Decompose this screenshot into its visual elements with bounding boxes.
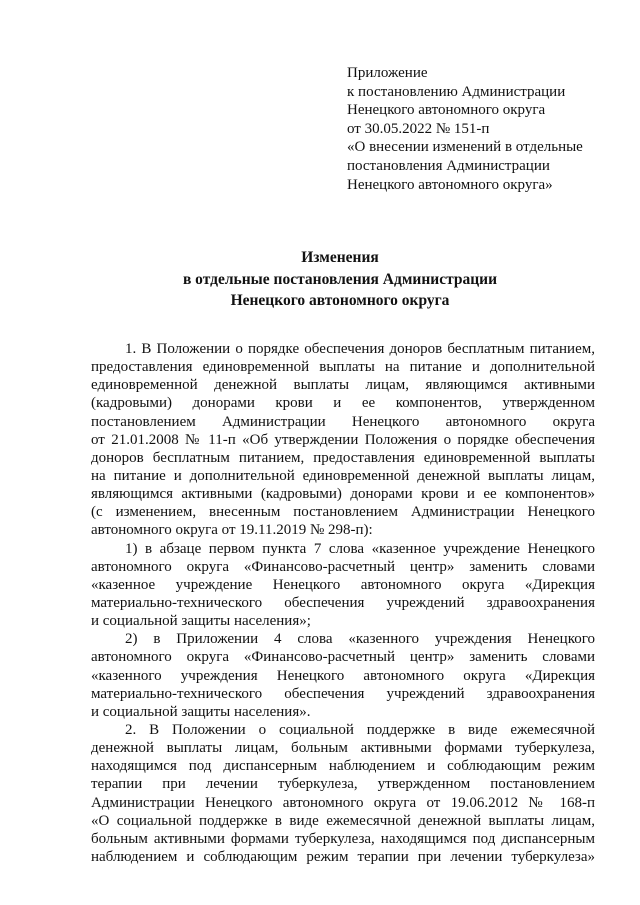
- paragraph-2-line: денежной выплаты лицам, больным активными формами туберкулеза,: [91, 740, 595, 757]
- subpoint-2-line: автономного округа «Финансово-расчетный центр» заменить словами: [91, 649, 595, 666]
- paragraph-1-line: доноров бесплатным питанием, предоставления единовременной выплаты: [91, 449, 595, 466]
- subpoint-2-line: и социальной защиты населения».: [91, 703, 311, 720]
- paragraph-1-line: 1. В Положении о порядке обеспечения доноров бесплатным питанием,: [125, 341, 595, 357]
- appendix-line: от 30.05.2022 № 151-п: [347, 120, 490, 137]
- subpoint-2-line: материально-технического обеспечения учреждений здравоохранения: [91, 685, 595, 702]
- document-body: [91, 340, 595, 866]
- paragraph-2-line: больным активными формами туберкулеза, находящимся под диспансерным: [91, 830, 595, 847]
- paragraph-1-line: являющимся активными (кадровыми) донорами крови и ее компонентов»: [91, 486, 595, 503]
- appendix-line: Ненецкого автономного округа»: [347, 176, 553, 193]
- paragraph-1-line: на питание и дополнительной единовременной денежной выплаты лицам,: [91, 467, 595, 484]
- paragraph-2-line: «О социальной поддержке в виде ежемесячной денежной выплаты лицам,: [91, 812, 595, 829]
- paragraph-2-line: терапии при лечении туберкулеза, утвержденном постановлением: [91, 776, 595, 793]
- paragraph-2-line: находящимся под диспансерным наблюдением и соблюдающим режим: [91, 758, 595, 775]
- subpoint-1-line: материально-технического обеспечения учреждений здравоохранения: [91, 594, 595, 611]
- appendix-line: Приложение: [347, 65, 428, 81]
- title-line: Изменения: [301, 249, 379, 266]
- subpoint-1-line: автономного округа «Финансово-расчетный центр» заменить словами: [91, 558, 595, 575]
- paragraph-1-line: единовременной денежной выплаты лицам, являющимся активными: [91, 377, 595, 394]
- document-title: [80, 247, 600, 312]
- appendix-line: постановления Администрации: [347, 157, 550, 174]
- paragraph-2-line: наблюдением и соблюдающим режим терапии при лечении туберкулеза»: [91, 848, 595, 865]
- appendix-line: Ненецкого автономного округа: [347, 102, 546, 119]
- title-line: в отдельные постановления Администрации: [182, 270, 498, 288]
- subpoint-1-line: «казенное учреждение Ненецкого автономного округа «Дирекция: [91, 576, 595, 593]
- title-line: Ненецкого автономного округа: [230, 292, 450, 309]
- appendix-header: [347, 64, 617, 194]
- paragraph-1-line: (с изменением, внесенным постановлением Администрации Ненецкого: [91, 504, 595, 521]
- appendix-line: к постановлению Администрации: [347, 83, 566, 100]
- subpoint-2-line: 2) в Приложении 4 слова «казенного учреждения Ненецкого: [125, 631, 595, 648]
- paragraph-1-line: от 21.01.2008 № 11-п «Об утверждении Положения о порядке обеспечения: [91, 431, 595, 448]
- appendix-line: «О внесении изменений в отдельные: [347, 139, 583, 156]
- paragraph-1-line: постановлением Администрации Ненецкого автономного округа: [91, 413, 595, 430]
- paragraph-1-line: автономного округа от 19.11.2019 № 298-п):: [91, 522, 373, 539]
- paragraph-1-line: предоставления единовременной выплаты на питание и дополнительной: [91, 359, 595, 376]
- paragraph-1-line: (кадровыми) донорами крови и ее компонентов, утвержденном: [91, 395, 595, 412]
- subpoint-1-line: 1) в абзаце первом пункта 7 слова «казенное учреждение Ненецкого: [125, 540, 595, 557]
- paragraph-2-line: Администрации Ненецкого автономного округа от 19.06.2012 № 168-п: [91, 794, 595, 811]
- paragraph-2-line: 2. В Положении о социальной поддержке в виде ежемесячной: [125, 721, 595, 738]
- subpoint-2-line: «казенного учреждения Ненецкого автономного округа «Дирекция: [91, 667, 595, 684]
- subpoint-1-line: и социальной защиты населения»;: [91, 613, 311, 630]
